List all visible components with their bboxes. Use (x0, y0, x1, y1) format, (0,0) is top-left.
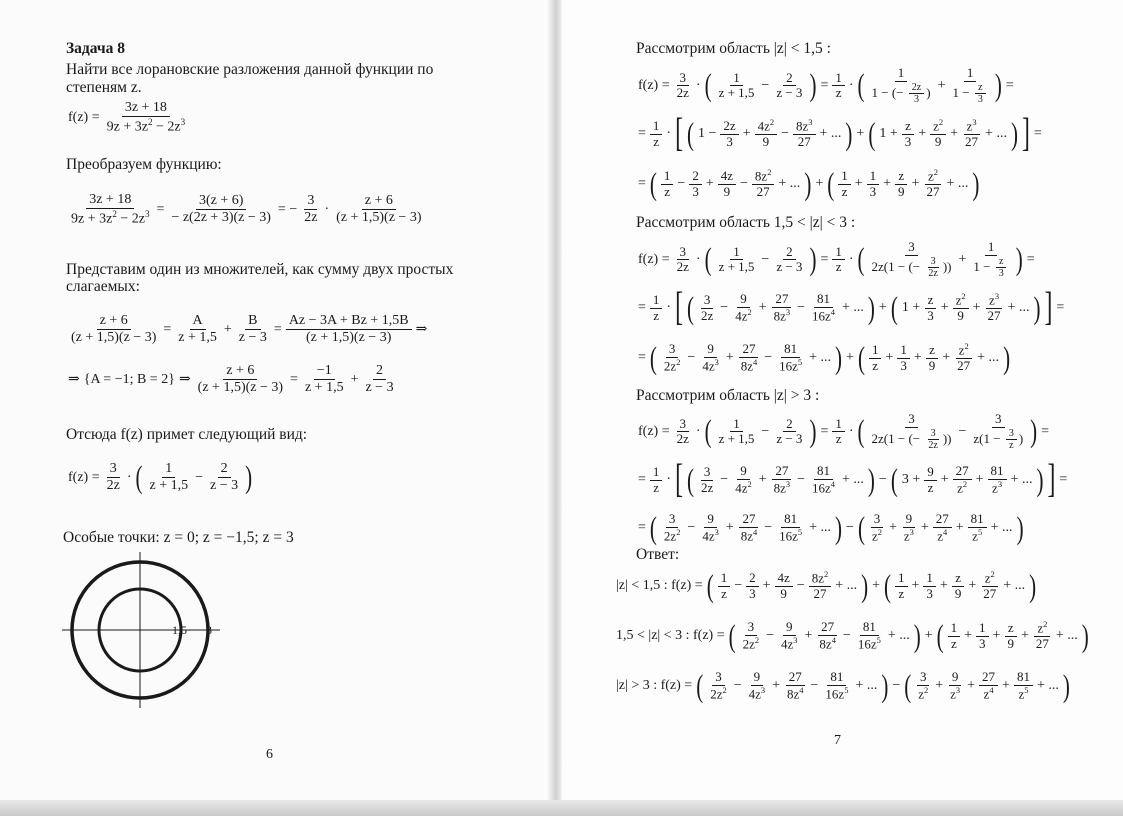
region2-line1: f(z) = $\frac{3}{2z}$ · ( 1 z + 1,5 − $\frac{2}{z - 3}$ ) = $\frac{1}{z}$ · ( 3 2z(1 − (− $\frac{3}{2z}$ )) + 1 1 − $\frac{z}{3}$ ) = (638, 239, 1035, 280)
special-points: Особые точки: z = 0; z = −1,5; z = 3 (63, 529, 294, 546)
transform-equation: $\frac{3z + 18}{9z + 3z^2 - 2z^3}$ = $\frac{3(z + 6)}{- z(2z + 3)(z - 3)}$ = − $\frac{3}{2z}$ · z + 6 (z + 1,5)(z − 3) (71, 192, 422, 227)
region1-line3: = ( 1 z − $\frac{2}{3}$ + $\frac{4z}{9}$ − $\frac{8z^2}{27}$ + ... ) + ( 1 z + $\frac{1}{3}$ + $\frac{z}{9}$ + $\frac{z^2}{27}$ + ... ) (638, 165, 980, 202)
region3-line1: f(z) = $\frac{3}{2z}$ · ( 1 z + 1,5 − $\frac{2}{z - 3}$ ) = $\frac{1}{z}$ · ( 3 2z(1 − (− $\frac{3}{2z}$ )) − 3 z(1 − $\frac{3}{z}$ ) ) = (638, 411, 1050, 452)
region1-line2: = $\frac{1}{z}$ · [ ( 1 − $\frac{2z}{3}$ + $\frac{4z^2}{9}$ − $\frac{8z^3}{27}$ + ... ) + ( 1 + $\frac{z}{3}$ + $\frac{z^2}{9}$ + $\frac{z^3}{27}$ + ... ) ] = (638, 111, 1042, 156)
final-form: f(z) = $\frac{3}{2z}$ · ( 1 z + 1,5 − $\frac{2}{z - 3}$ ) (68, 458, 253, 495)
task-text-line1: Найти все лорановские разложения данной функции по (66, 61, 434, 78)
answer-line2: 1,5 < |z| < 3 : f(z) = ( 3 $2z^2$ − $\frac{9}{4z^3}$ + $\frac{27}{8z^4}$ − $\frac{81}{16z^5}$ + ... ) + ( 1 z + $\frac{1}{3}$ + $\frac{z}{9}$ + $\frac{z^2}{27}$ + ... ) (616, 617, 1089, 654)
coefficients-result: ⇒ {A = −1; B = 2} ⇒ $\frac{z + 6}{(z + 1,5)(z - 3)}$ = $\frac{-1}{z + 1,5}$ + $\frac{2}{z - 3}$ (68, 363, 394, 396)
axis-label-3: 3 (206, 623, 212, 637)
step-view: Отсюда f(z) примет следующий вид: (66, 426, 308, 443)
region1-heading: Рассмотрим область |z| < 1,5 : (636, 40, 831, 57)
coefficients: {A = −1; B = 2} (83, 371, 175, 387)
singular-points-diagram (60, 550, 230, 710)
answer-line3: |z| > 3 : f(z) = ( 3 $2z^2$ − $\frac{9}{4z^3}$ + $\frac{27}{8z^4}$ − $\frac{81}{16z^5}$ + ... ) − ( 3 $z^2$ + $\frac{9}{z^3}$ + $\frac{27}{z^4}$ + $\frac{81}{z^5}$ + ... ) (616, 667, 1070, 704)
book-gutter (548, 0, 562, 816)
region2-line2: = $\frac{1}{z}$ · [ ( 3 2z − $\frac{9}{4z^2}$ + $\frac{27}{8z^3}$ − $\frac{81}{16z^4}$ + ... ) + ( 1 + $\frac{z}{3}$ + $\frac{z^2}{9}$ + $\frac{z^3}{27}$ + ... ) ] = (638, 285, 1065, 330)
region3-heading: Рассмотрим область |z| > 3 : (636, 387, 820, 404)
task-text-line2: степеням z. (66, 79, 142, 96)
answer2-condition: 1,5 < |z| < 3 : f(z) = (616, 628, 725, 644)
page-bottom-edge (0, 800, 1123, 816)
axis-label-1-5: 1,5 (172, 623, 187, 637)
step-represent-line2: слагаемых: (66, 278, 140, 295)
step-transform: Преобразуем функцию: (66, 156, 222, 173)
region2-heading: Рассмотрим область 1,5 < |z| < 3 : (636, 214, 856, 231)
function-definition: f(z) = $\frac{3z + 18}{9z + 3z^2 - 2z^3}$ (68, 100, 186, 135)
region3-line2: = $\frac{1}{z}$ · [ ( 3 2z − $\frac{9}{4z^2}$ + $\frac{27}{8z^3}$ − $\frac{81}{16z^4}$ + ... ) − ( 3 + $\frac{9}{z}$ + $\frac{27}{z^2}$ + $\frac{81}{z^3}$ + ... ) ] = (638, 457, 1068, 502)
task-title: Задача 8 (66, 40, 126, 57)
page-number-right: 7 (834, 733, 841, 748)
answer-label: Ответ: (636, 546, 680, 563)
region2-line3: = ( 3 $2z^2$ − $\frac{9}{4z^3}$ + $\frac{27}{8z^4}$ − $\frac{81}{16z^5}$ + ... ) + ( 1 z + $\frac{1}{3}$ + $\frac{z}{9}$ + $\frac{z^2}{27}$ + ... ) (638, 339, 1011, 376)
page-number-left: 6 (266, 747, 273, 762)
partial-fractions: $\frac{z + 6}{(z + 1,5)(z - 3)}$ = $\frac{A}{z + 1,5}$ + $\frac{B}{z - 3}$ = $\frac{Az - 3A + Bz + 1,5B}{(z + 1,5)(z - 3)}$ ⇒ (71, 313, 428, 346)
answer-line1: |z| < 1,5 : f(z) = ( 1 z − $\frac{2}{3}$ + $\frac{4z}{9}$ − $\frac{8z^2}{27}$ + ... ) + ( 1 z + $\frac{1}{3}$ + $\frac{z}{9}$ + $\frac{z^2}{27}$ + ... ) (616, 567, 1037, 604)
region3-line3: = ( 3 $2z^2$ − $\frac{9}{4z^3}$ + $\frac{27}{8z^4}$ − $\frac{81}{16z^5}$ + ... ) − ( 3 $z^2$ + $\frac{9}{z^3}$ + $\frac{27}{z^4}$ + $\frac{81}{z^5}$ + ... ) (638, 509, 1024, 546)
region1-line1: f(z) = $\frac{3}{2z}$ · ( 1 z + 1,5 − $\frac{2}{z - 3}$ ) = $\frac{1}{z}$ · ( 1 1 − (− $\frac{2z}{3}$ ) + 1 1 − $\frac{z}{3}$ ) = (638, 65, 1014, 106)
answer1-condition: |z| < 1,5 : f(z) = (616, 578, 703, 594)
answer3-condition: |z| > 3 : f(z) = (616, 678, 693, 694)
step-represent-line1: Представим один из множителей, как сумму двух простых (66, 261, 454, 278)
